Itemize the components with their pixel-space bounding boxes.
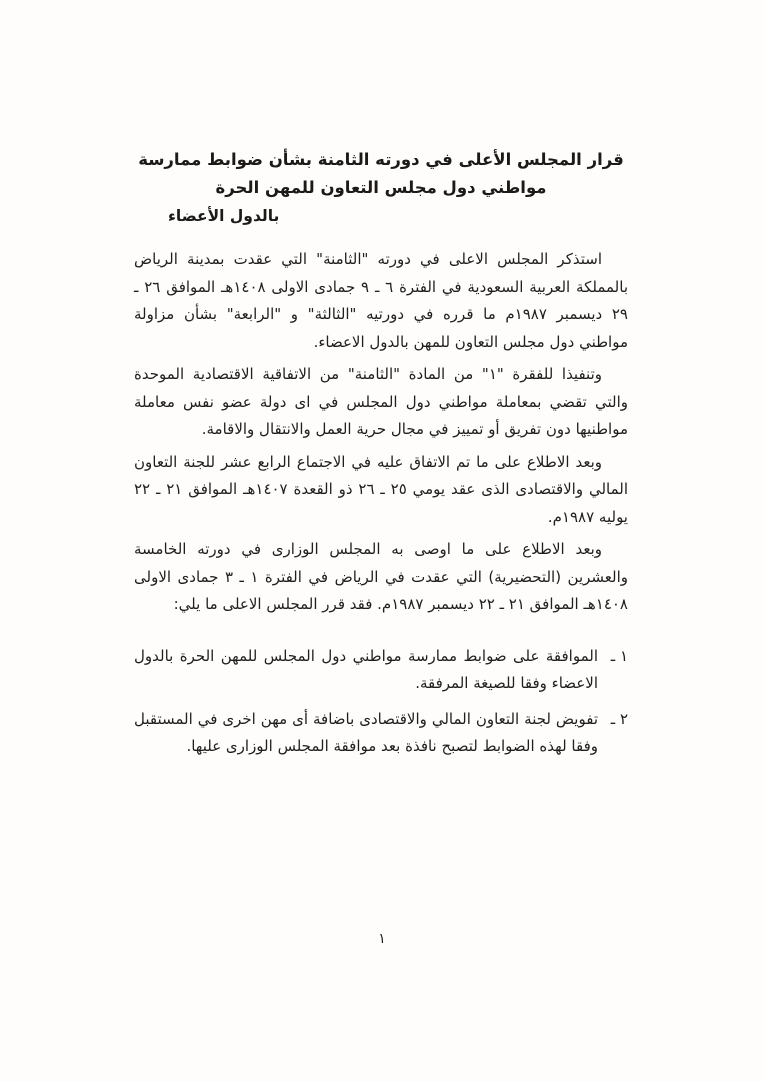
list-item-text: الموافقة على ضوابط ممارسة مواطني دول المجلس للمهن الحرة بالدول الاعضاء وفقا للصيغة المرفقة. bbox=[134, 646, 598, 692]
title-line-2: مواطني دول مجلس التعاون للمهن الحرة bbox=[215, 178, 547, 197]
list-item-number: ٢ ـ bbox=[610, 709, 628, 728]
paragraph: وتنفيذا للفقرة "١" من المادة "الثامنة" من الاتفاقية الاقتصادية الموحدة والتي تقضي بمعاملة مواطني دول المجلس في اى دولة عضو نفس معاملة مواطنيها دون تفريق أو تمييز في مجال حرية العمل والانتقال والاقامة. bbox=[134, 365, 628, 438]
paragraph: وبعد الاطلاع على ما تم الاتفاق عليه في الاجتماع الرابع عشر للجنة التعاون المالي والاقتصادى الذى عقد يومي ٢٥ ـ ٢٦ ذو القعدة ١٤٠٧هـ الموافق ٢١ ـ ٢٢ يوليه ١٩٨٧م. bbox=[134, 452, 628, 526]
paragraph: وبعد الاطلاع على ما اوصى به المجلس الوزارى في دورته الخامسة والعشرين (التحضيرية) التي عقدت في الرياض في الفترة ١ ـ ٣ جمادى الاولى ١٤٠٨هـ الموافق ٢١ ـ ٢٢ ديسمبر ١٩٨٧م. فقد قرر المجلس الاعلى ما يلي: bbox=[134, 540, 629, 613]
title-line-3: بالدول الأعضاء bbox=[168, 207, 280, 225]
list-item bbox=[134, 706, 628, 761]
title-line-1: قرار المجلس الأعلى في دورته الثامنة بشأن ضوابط ممارسة bbox=[138, 150, 624, 169]
list-item-number: ١ ـ bbox=[610, 646, 628, 665]
list-item-text: تفويض لجنة التعاون المالي والاقتصادى باضافة أى مهن اخرى في المستقبل وفقا لهذه الضوابط لتصبح نافذة بعد موافقة المجلس الوزارى عليها. bbox=[134, 709, 598, 755]
document-body bbox=[134, 246, 628, 619]
list-item bbox=[134, 643, 628, 698]
document-content bbox=[134, 146, 628, 769]
decision-list bbox=[134, 643, 628, 761]
document-title bbox=[134, 146, 628, 230]
paragraph: استذكر المجلس الاعلى في دورته "الثامنة" التي عقدت بمدينة الرياض بالمملكة العربية السعودية في الفترة ٦ ـ ٩ جمادى الاولى ١٤٠٨هـ الموافق ٢٦ ـ ٢٩ ديسمبر ١٩٨٧م ما قرره في دورتيه "الثالثة" و "الرابعة" بشأن مزاولة مواطني دول مجلس التعاون للمهن بالدول الاعضاء. bbox=[134, 250, 628, 351]
page-number: ١ bbox=[378, 931, 386, 947]
